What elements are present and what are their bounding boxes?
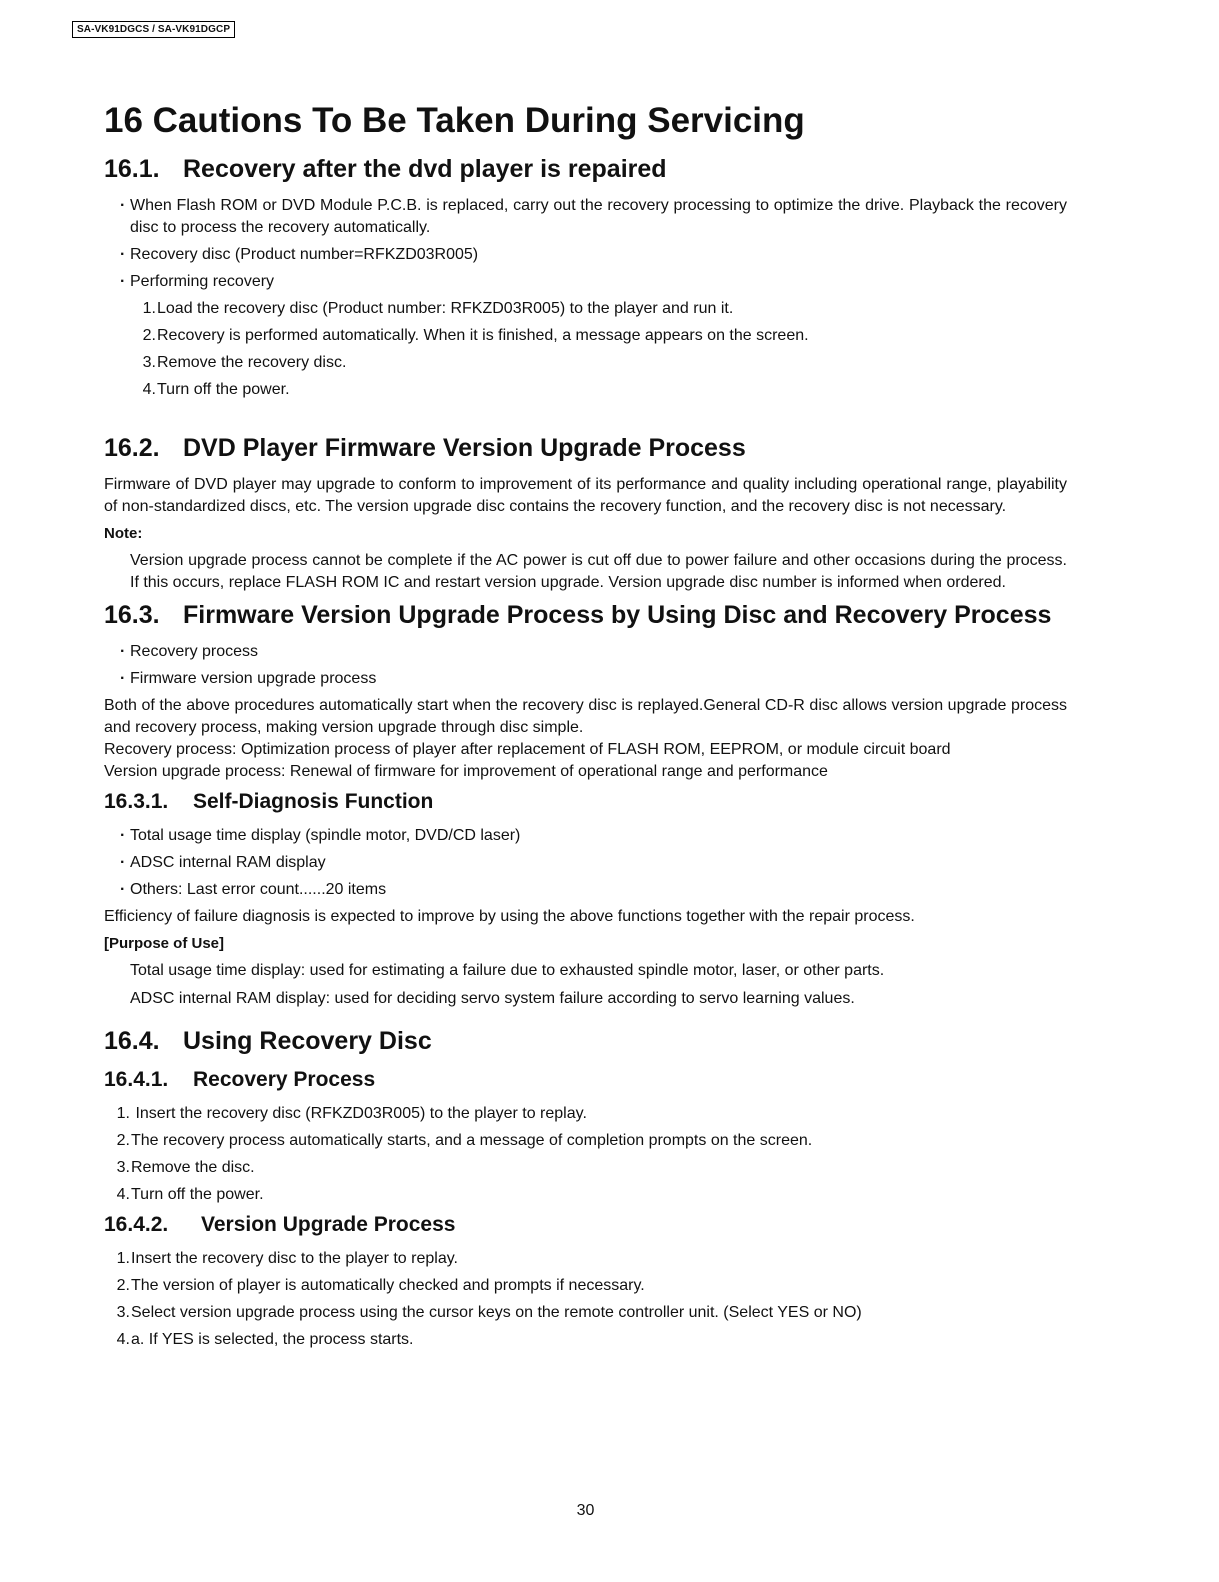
section-16-4-heading [104, 1026, 1067, 1057]
step-text: Select version upgrade process using the cursor keys on the remote controller unit. (Select YES or NO) [131, 1304, 862, 1321]
step-text: a. If YES is selected, the process starts. [131, 1331, 414, 1348]
step-number: 1. [116, 1250, 130, 1267]
step-number: 2. [116, 1277, 130, 1294]
list-item [104, 325, 1067, 347]
step-number: 3. [116, 1159, 130, 1176]
note-text: Version upgrade process cannot be complete if the AC power is cut off due to power failure and other occasions during the process. If this occurs, replace FLASH ROM IC and restart version upgrade. Version upgrade disc number is informed when ordered. [130, 552, 1067, 591]
list-item: · Others: Last error count......20 items [104, 879, 1067, 901]
section-title: Recovery Process [193, 1068, 376, 1091]
section-number: 16.1. [104, 155, 160, 183]
step-text: Insert the recovery disc (RFKZD03R005) to the player to replay. [131, 1105, 587, 1122]
page-content [104, 100, 1067, 1357]
section-16-1-steps [104, 298, 1067, 401]
section-16-1-heading [104, 154, 1067, 185]
list-item [104, 1103, 1067, 1125]
section-title: Version Upgrade Process [201, 1213, 456, 1236]
step-number: 1. [116, 1105, 130, 1122]
step-number: 1. [142, 300, 156, 317]
list-item [104, 1275, 1067, 1297]
list-item [104, 298, 1067, 320]
step-number: 4. [116, 1186, 130, 1203]
purpose-label: [Purpose of Use] [104, 935, 225, 952]
paragraph: ADSC internal RAM display: used for deciding servo system failure according to servo learning values. [130, 990, 855, 1007]
section-16-3-heading [104, 600, 1067, 631]
step-text: Turn off the power. [157, 381, 290, 398]
section-16-4-2-heading [104, 1212, 1067, 1238]
list-item: · Performing recovery [104, 271, 1067, 293]
list-item: · ADSC internal RAM display [104, 852, 1067, 874]
section-title: DVD Player Firmware Version Upgrade Process [183, 434, 746, 462]
section-number: 16.4.1. [104, 1068, 169, 1091]
step-text: Remove the disc. [131, 1159, 255, 1176]
list-item [104, 1302, 1067, 1324]
step-number: 4. [116, 1331, 130, 1348]
section-16-4-2-steps [104, 1248, 1067, 1351]
section-number: 16.4. [104, 1027, 160, 1055]
section-16-1-bullets [104, 195, 1067, 293]
section-16-4-1-heading [104, 1067, 1067, 1093]
step-number: 4. [142, 381, 156, 398]
step-text: Recovery is performed automatically. When it is finished, a message appears on the screen. [157, 327, 809, 344]
section-title: Firmware Version Upgrade Process by Using Disc and Recovery Process [183, 601, 1052, 629]
step-text: Turn off the power. [131, 1186, 264, 1203]
step-text: Remove the recovery disc. [157, 354, 347, 371]
section-16-3-1-bullets [104, 825, 1067, 901]
section-16-4-1-steps [104, 1103, 1067, 1206]
list-item [104, 379, 1067, 401]
list-item [104, 352, 1067, 374]
paragraph: Recovery process: Optimization process of player after replacement of FLASH ROM, EEPROM, or module circuit board [104, 741, 951, 758]
model-number-label: SA-VK91DGCS / SA-VK91DGCP [72, 21, 235, 38]
page-number: 30 [576, 1502, 595, 1519]
step-number: 2. [116, 1132, 130, 1149]
list-item [104, 1184, 1067, 1206]
list-item [104, 1130, 1067, 1152]
paragraph: Efficiency of failure diagnosis is expected to improve by using the above functions together with the repair process. [104, 908, 915, 925]
list-item: · Firmware version upgrade process [104, 668, 1067, 690]
paragraph: Version upgrade process: Renewal of firmware for improvement of operational range and performance [104, 763, 828, 780]
section-number: 16.2. [104, 434, 160, 462]
paragraph: Both of the above procedures automatically start when the recovery disc is replayed.General CD-R disc allows version upgrade process and recovery process, making version upgrade through disc simple. [104, 697, 1067, 736]
list-item: · Total usage time display (spindle motor, DVD/CD laser) [104, 825, 1067, 847]
section-number: 16.3.1. [104, 790, 169, 813]
note-label: Note: [104, 525, 143, 542]
step-number: 2. [142, 327, 156, 344]
step-text: The version of player is automatically checked and prompts if necessary. [131, 1277, 645, 1294]
list-item: · When Flash ROM or DVD Module P.C.B. is replaced, carry out the recovery processing to optimize the drive. Playback the recovery disc to process the recovery automatically. [104, 195, 1067, 239]
list-item: · Recovery process [104, 641, 1067, 663]
section-16-2-heading [104, 433, 1067, 464]
step-number: 3. [116, 1304, 130, 1321]
section-16-3-1-heading [104, 789, 1067, 815]
section-title: Self-Diagnosis Function [193, 790, 434, 813]
page-title: 16 Cautions To Be Taken During Servicing [104, 101, 805, 140]
list-item [104, 1248, 1067, 1270]
step-text: Insert the recovery disc to the player to replay. [131, 1250, 458, 1267]
list-item [104, 1329, 1067, 1351]
step-text: The recovery process automatically starts, and a message of completion prompts on the screen. [131, 1132, 813, 1149]
paragraph: Total usage time display: used for estimating a failure due to exhausted spindle motor, laser, or other parts. [130, 962, 885, 979]
paragraph: Firmware of DVD player may upgrade to conform to improvement of its performance and quality including operational range, playability of non-standardized discs, etc. The version upgrade disc contains the recovery function, and the recovery disc is not necessary. [104, 476, 1067, 515]
section-title: Recovery after the dvd player is repaired [183, 155, 667, 183]
section-16-3-bullets [104, 641, 1067, 690]
section-number: 16.3. [104, 601, 160, 629]
step-text: Load the recovery disc (Product number: RFKZD03R005) to the player and run it. [157, 300, 734, 317]
section-number: 16.4.2. [104, 1213, 169, 1236]
list-item [104, 1157, 1067, 1179]
step-number: 3. [142, 354, 156, 371]
section-title: Using Recovery Disc [183, 1027, 432, 1055]
list-item: · Recovery disc (Product number=RFKZD03R005) [104, 244, 1067, 266]
